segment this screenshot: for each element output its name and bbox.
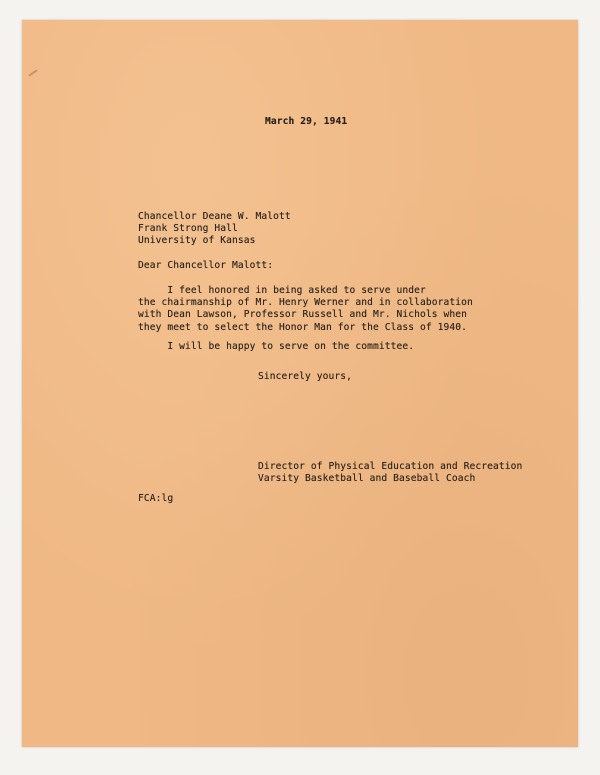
salutation: Dear Chancellor Malott: <box>138 260 274 271</box>
body-line: with Dean Lawson, Professor Russell and Mr. Nichols when <box>138 309 468 321</box>
signature-block <box>258 461 522 485</box>
body-line: the chairmanship of Mr. Henry Werner and in collaboration <box>138 297 473 309</box>
second-paragraph: I will be happy to serve on the committee. <box>138 341 415 352</box>
body-paragraph <box>138 285 473 334</box>
recipient-name: Chancellor Deane W. Malott <box>138 211 291 222</box>
paper-mark <box>28 69 37 76</box>
letter-date: March 29, 1941 <box>265 116 348 127</box>
letter-page <box>22 20 578 747</box>
closing: Sincerely yours, <box>258 371 353 382</box>
recipient-address <box>138 211 291 248</box>
signature-subtitle: Varsity Basketball and Baseball Coach <box>258 473 476 485</box>
signature-title: Director of Physical Education and Recreation <box>258 461 523 472</box>
recipient-institution: University of Kansas <box>138 235 256 247</box>
typist-initials: FCA:lg <box>138 493 174 504</box>
body-line: I feel honored in being asked to serve under <box>138 285 426 296</box>
recipient-building: Frank Strong Hall <box>138 223 238 235</box>
body-line: they meet to select the Honor Man for the Class of 1940. <box>138 321 468 333</box>
